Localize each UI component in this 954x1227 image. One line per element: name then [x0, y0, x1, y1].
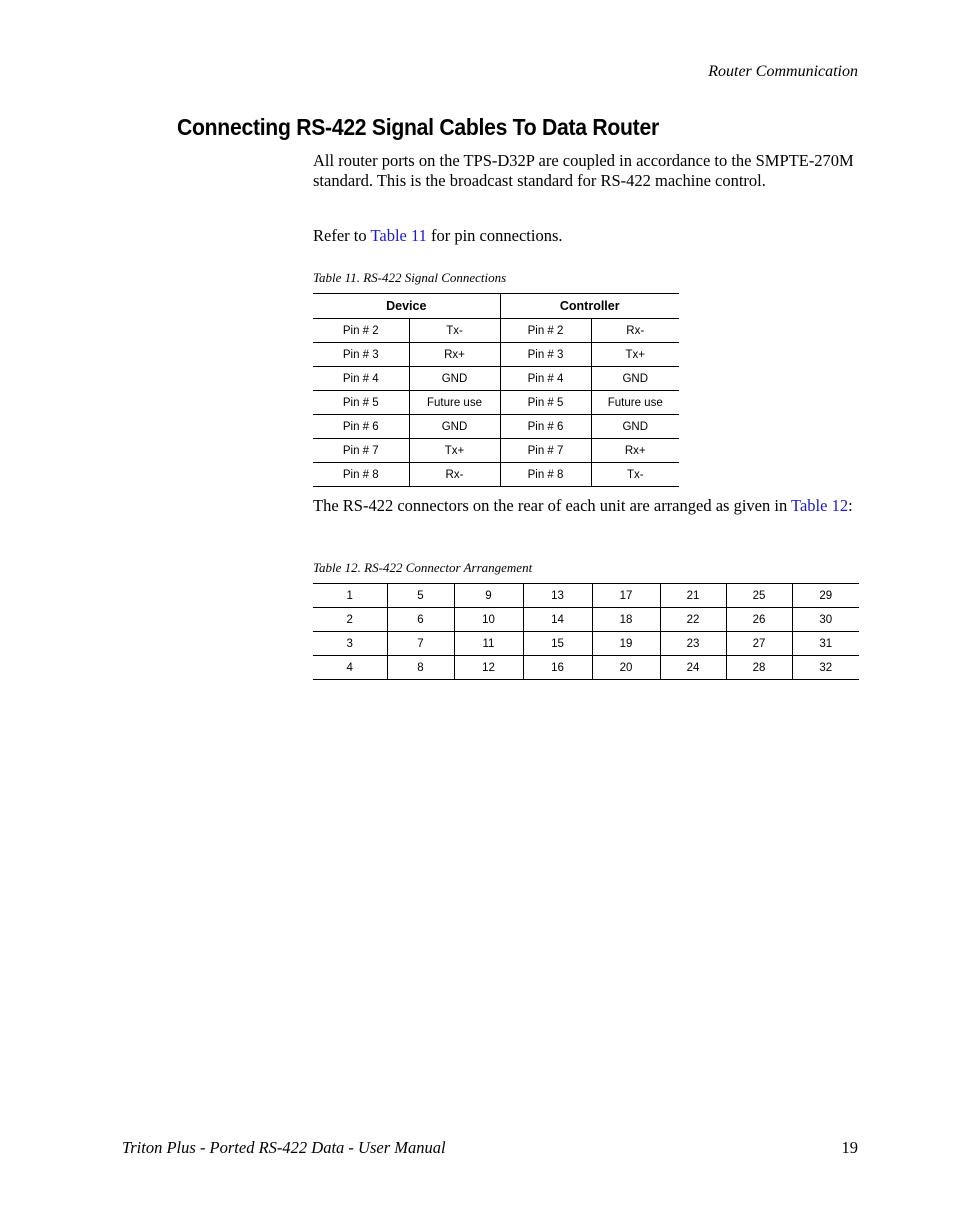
table-cell: 1	[313, 584, 387, 608]
table-cell: Pin # 5	[500, 391, 591, 415]
table-cell: 25	[726, 584, 792, 608]
table-cell: 24	[660, 656, 726, 680]
table-cell: 28	[726, 656, 792, 680]
table-cell: 5	[387, 584, 454, 608]
table-cell: GND	[591, 367, 679, 391]
table-cell: 13	[523, 584, 592, 608]
table-cell: Future use	[409, 391, 500, 415]
table-cell: 14	[523, 608, 592, 632]
controller-header: Controller	[500, 294, 679, 319]
table-cell: Pin # 3	[500, 343, 591, 367]
table-row	[313, 439, 679, 463]
table-cell: 2	[313, 608, 387, 632]
table-cell: 17	[592, 584, 660, 608]
table-row	[313, 367, 679, 391]
footer-manual-title: Triton Plus - Ported RS-422 Data - User Manual	[122, 1138, 446, 1157]
table-cell: 4	[313, 656, 387, 680]
connector-arrangement-table	[313, 583, 859, 680]
table-cell: 8	[387, 656, 454, 680]
table-cell: 19	[592, 632, 660, 656]
table-cell: 23	[660, 632, 726, 656]
table-cell: Future use	[591, 391, 679, 415]
table-12-link[interactable]: Table 12	[791, 496, 849, 515]
table-row	[313, 463, 679, 487]
table-cell: 21	[660, 584, 726, 608]
table-cell: 26	[726, 608, 792, 632]
table-cell: Tx+	[409, 439, 500, 463]
table-cell: 6	[387, 608, 454, 632]
table-cell: GND	[409, 367, 500, 391]
table-row	[313, 632, 859, 656]
table-cell: Pin # 8	[313, 463, 409, 487]
table-cell: Pin # 8	[500, 463, 591, 487]
table-cell: 3	[313, 632, 387, 656]
table-cell: 16	[523, 656, 592, 680]
table-row	[313, 319, 679, 343]
table-cell: Rx+	[409, 343, 500, 367]
table-cell: Tx-	[591, 463, 679, 487]
table-11-caption: Table 11. RS-422 Signal Connections	[313, 270, 507, 285]
running-header: Router Communication	[708, 63, 858, 80]
arrangement-text-post: :	[848, 496, 853, 515]
table-cell: GND	[409, 415, 500, 439]
table-cell: Pin # 7	[500, 439, 591, 463]
table-cell: Pin # 2	[500, 319, 591, 343]
intro-paragraph: All router ports on the TPS-D32P are coupled in accordance to the SMPTE-270M standard. This is the broadcast standard for RS-422 machine control.	[313, 151, 854, 190]
device-header: Device	[313, 294, 500, 319]
table-11-link[interactable]: Table 11	[370, 226, 427, 245]
table-cell: 30	[792, 608, 859, 632]
table-cell: Pin # 6	[313, 415, 409, 439]
table-cell: 20	[592, 656, 660, 680]
table-cell: Tx+	[591, 343, 679, 367]
arrangement-paragraph	[313, 496, 863, 516]
table-row	[313, 584, 859, 608]
table-cell: Rx+	[591, 439, 679, 463]
table-row	[313, 343, 679, 367]
table-row	[313, 415, 679, 439]
table-cell: GND	[591, 415, 679, 439]
table-12-caption: Table 12. RS-422 Connector Arrangement	[313, 560, 533, 575]
table-cell: Pin # 2	[313, 319, 409, 343]
table-cell: Pin # 4	[500, 367, 591, 391]
table-row	[313, 656, 859, 680]
arrangement-text-pre: The RS-422 connectors on the rear of each unit are arranged as given in	[313, 496, 792, 515]
table-cell: 29	[792, 584, 859, 608]
table-cell: 32	[792, 656, 859, 680]
refer-text-post: for pin connections.	[426, 226, 563, 245]
signal-connections-table	[313, 293, 679, 487]
table-cell: 10	[454, 608, 523, 632]
footer-page-number: 19	[841, 1138, 858, 1157]
refer-paragraph	[313, 226, 863, 246]
table-cell: 15	[523, 632, 592, 656]
table-cell: Pin # 4	[313, 367, 409, 391]
table-cell: Rx-	[409, 463, 500, 487]
table-cell: 27	[726, 632, 792, 656]
table-cell: 7	[387, 632, 454, 656]
table-cell: Rx-	[591, 319, 679, 343]
table-cell: 18	[592, 608, 660, 632]
table-cell: 22	[660, 608, 726, 632]
table-cell: Pin # 5	[313, 391, 409, 415]
table-row	[313, 608, 859, 632]
table-cell: 12	[454, 656, 523, 680]
table-cell: 11	[454, 632, 523, 656]
table-cell: Pin # 7	[313, 439, 409, 463]
table-cell: 9	[454, 584, 523, 608]
table-cell: Tx-	[409, 319, 500, 343]
refer-text-pre: Refer to	[313, 226, 371, 245]
table-cell: Pin # 3	[313, 343, 409, 367]
table-cell: 31	[792, 632, 859, 656]
table-cell: Pin # 6	[500, 415, 591, 439]
section-heading: Connecting RS-422 Signal Cables To Data Router	[177, 114, 659, 140]
table-row	[313, 391, 679, 415]
